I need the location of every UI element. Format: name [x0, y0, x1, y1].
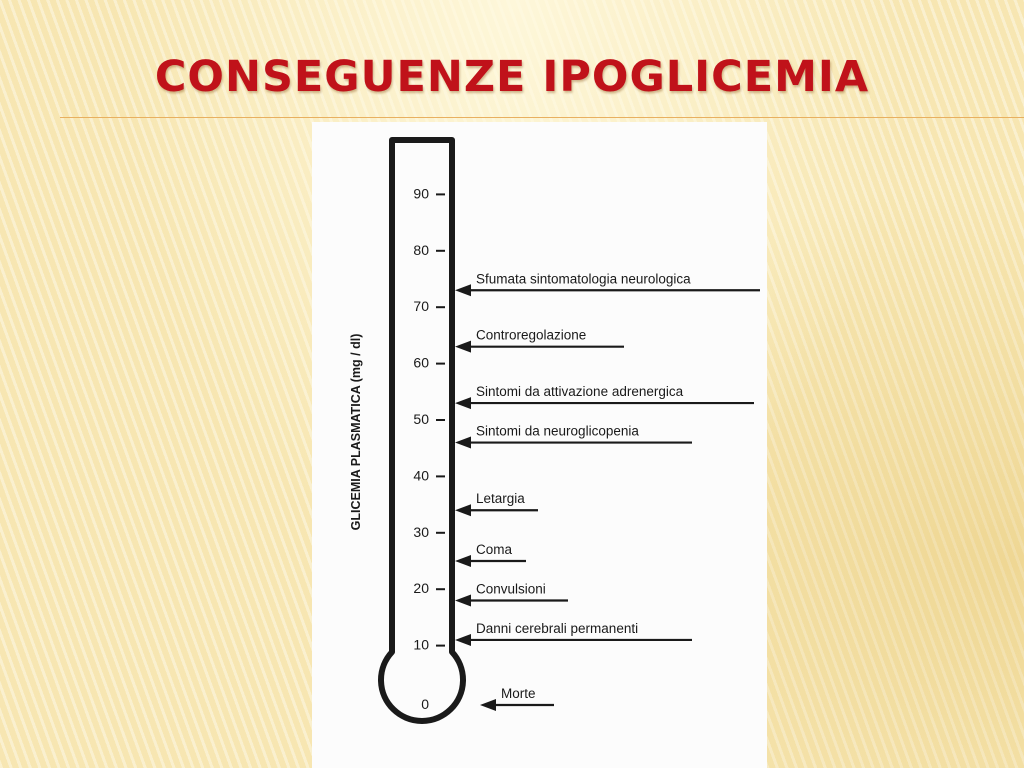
- annotation-label: Coma: [476, 542, 513, 557]
- annotation-label: Sfumata sintomatologia neurologica: [476, 271, 691, 287]
- annotation-0: [455, 271, 760, 296]
- arrow-head: [455, 504, 471, 516]
- tick-label-70: 70: [413, 298, 429, 315]
- annotation-4: [455, 491, 538, 516]
- tick-label-80: 80: [413, 241, 429, 258]
- annotation-label: Danni cerebrali permanenti: [476, 620, 639, 636]
- title-divider: [60, 117, 1024, 118]
- annotation-5: [455, 542, 526, 567]
- tick-label-60: 60: [413, 354, 429, 371]
- arrow-head: [455, 594, 471, 606]
- annotation-label: Sintomi da neuroglicopenia: [476, 423, 639, 439]
- thermometer-diagram: [312, 122, 767, 768]
- thermometer-body: [381, 140, 463, 721]
- annotation-label: Letargia: [476, 491, 525, 507]
- annotation-label: Controregolazione: [476, 327, 587, 343]
- annotation-arrows: [455, 271, 760, 711]
- slide-title: CONSEGUENZE IPOGLICEMIA: [154, 52, 870, 102]
- annotation-label: Morte: [501, 686, 536, 701]
- annotation-7: [455, 621, 692, 646]
- arrow-head: [455, 284, 471, 296]
- tick-label-40: 40: [413, 467, 429, 484]
- tick-label-10: 10: [413, 636, 429, 653]
- axis-label: GLICEMIA PLASMATICA (mg / dl): [349, 333, 363, 531]
- tick-label-50: 50: [413, 411, 429, 427]
- arrow-head: [455, 341, 471, 353]
- tick-label-20: 20: [413, 580, 429, 597]
- tick-label-90: 90: [413, 185, 429, 202]
- arrow-head: [455, 437, 471, 449]
- annotation-3: [455, 424, 692, 449]
- annotation-8: [480, 686, 554, 711]
- annotation-label: Sintomi da attivazione adrenergica: [476, 384, 684, 400]
- annotation-6: [455, 581, 568, 606]
- tick-label-0: 0: [421, 696, 429, 712]
- scale-ticks: [413, 185, 445, 712]
- tick-label-30: 30: [413, 523, 429, 540]
- annotation-2: [455, 384, 754, 409]
- arrow-head: [480, 699, 496, 711]
- arrow-head: [455, 555, 471, 567]
- arrow-head: [455, 634, 471, 646]
- thermometer-figure: [312, 122, 767, 768]
- arrow-head: [455, 397, 471, 409]
- annotation-1: [455, 328, 624, 353]
- thermometer-outline: [381, 140, 463, 721]
- annotation-label: Convulsioni: [476, 581, 546, 597]
